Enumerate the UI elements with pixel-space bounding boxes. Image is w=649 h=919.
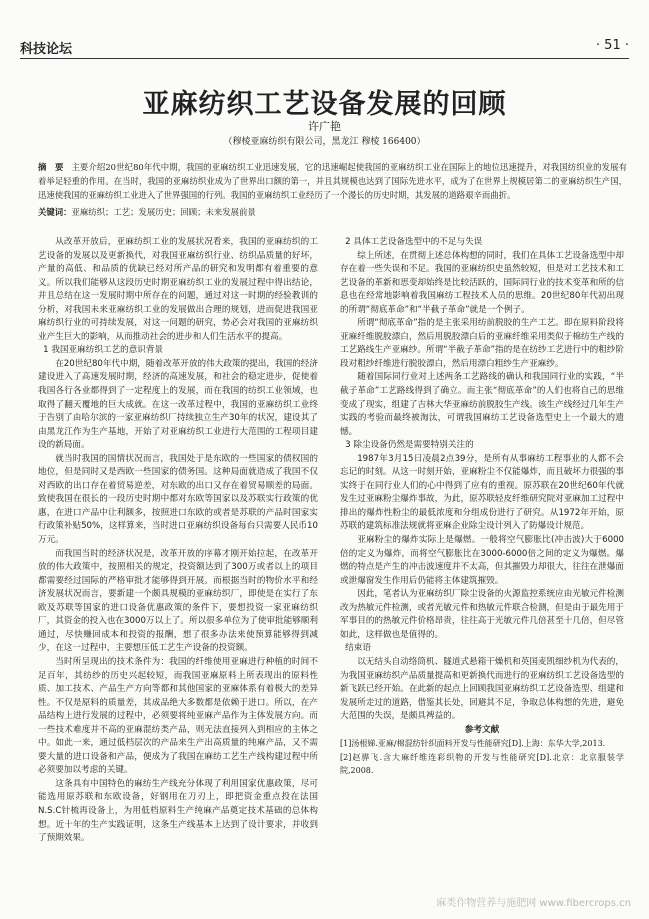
body-column-left [38, 236, 318, 906]
reference-item: [2]赵骅飞.含大麻纤维连彩织物的开发与性能研究[D].北京：北京服装学院,2008. [340, 752, 624, 776]
keywords-label: 关键词： [38, 207, 72, 217]
paragraph: 1987年3月15日凌晨2点39分，是所有从事麻纺工程事业的人都不会忘记的时刻。从这一时刻开始，亚麻粉尘不仅能爆炸，而且破坏力很强的事实终于在同行业人们的心中得到了应有的重视。原苏联在20世纪60年代就发生过亚麻粉尘爆炸事故，为此，原苏联轻皮纤维研究院对亚麻加工过程中排出的爆炸性粉尘的最低浓度和分组成份进行了研究。从1972年开始，原苏联的建筑标准法规就将亚麻企业除尘设计列入了防爆设计规范。 [340, 453, 624, 532]
reference-item: [1]汤根娣.亚麻/棉混纺针织面料开发与性能研究[D].上海：东华大学,2013. [340, 739, 606, 749]
section-heading: 3 除尘设备仍然是需要特别关注的 [345, 440, 474, 451]
paragraph: 当时所呈现出的技术条件为：我国的纤维使用亚麻进行种植的时间不足百年，其纺纱的历史兴起较短，而我国亚麻原料上所表现出的原料性质、加工技术、产品生产方向等都和其他国家的亚麻体系有着极大的差异性。不仅是原料的质量差，其成品绝大多数都是依赖于进口。所以，在产品结构上进行发展的过程中，必须要将纯亚麻产品作为主体发展方向。而一些技术难度并不高的亚麻混纺类产品，则无法直接列入到相应的主体之中。如此一来，通过低档层次的产品来生产出高质量的纯麻产品，又不需要大量的进口设备和产品，便成为了我国在麻纺工艺生产线构建过程中所必须要加以考虑的关键。 [38, 656, 318, 776]
paragraph: 在20世纪80年代中期，随着改革开放的伟大政策的提出，我国的经济建设进入了高速发展时期，经济的高速发展，和社会的稳定进步，促使着我国各行各业都得到了一定程度上的发展，而在我国的纺织工业领域，也取得了翻天覆地的巨大成就。在这一改革过程中，我国的亚麻纺织工业终于告别了由哈尔滨的一家亚麻纺织厂持续独立生产30年的状况，建设其了由黑龙江作为生产基地，开始了对亚麻纺织工业进行大范围的工程项目建设的新局面。 [38, 358, 318, 451]
keywords [38, 206, 627, 218]
section-heading: 结束语 [345, 643, 371, 654]
references-heading: 参考文献 [464, 724, 500, 735]
running-header [20, 38, 629, 59]
page-number: · 51 · [595, 38, 629, 53]
watermark-text: 麻类作物营养与施肥网 www.fibercrops.cn [436, 898, 631, 909]
journal-name: 科技论坛 [20, 42, 73, 57]
keywords-text: 亚麻纺织；工艺；发展历史；回顾；未来发展前景 [71, 207, 256, 217]
paragraph: 从改革开放后，亚麻纺织工业的发展状况看来，我国的亚麻纺织的工艺设备的发展以及更新换代，对我国亚麻纺织行业、纺织品质量的好坏，产量的高低、和品质的优缺已经对所产品的研究和发明都有着重要的意义。所以我们能够从这段历史时期亚麻纺织工业的发展过程中得出结论，并且总结在这一发展时期中所存在的问题，通过对这一时期的经验教训的分析，对我国未来亚麻纺织工业的发展做出合理的规划，进而促进我国亚麻纺织行业的可持续发展，对这一问题的研究，势必会对我国的亚麻纺织业产生巨大的影响，从而推动社会的进步和人们生活水平的提高。 [38, 237, 318, 342]
abstract-text: 主要介绍20世纪80年代中期，我国的亚麻纺织工业迅速发展，它的迅速崛起使我国的亚麻纺织工业在国际上的地位迅速提升，对我国纺织业的发展有着举足轻重的作用。在当时，我国的亚麻纺织业成为了世界出口额的第一，并且其规模也达到了国际先进水平，成为了在世界上规模居第二的亚麻纺织生产国，迅速使我国的亚麻纺织工业进入了世界强国的行列。我国的亚麻纺织工业经历了一个漫长的历史时期，其发展的道路艰辛而曲折。 [38, 162, 627, 201]
paragraph: 亚麻粉尘的爆炸实际上是爆燃。一般将空气膨胀比(冲击波)大于6000倍的定义为爆炸，而将空气膨胀比在3000-6000倍之间的定义为爆燃。爆燃的特点是产生的冲击波速度并不太高，但其摧毁力却很大，往往在泄爆面或泄爆窗发生作用后仍能将主体建筑摧毁。 [340, 535, 624, 586]
body-column-right [340, 236, 624, 906]
author-affiliation: （穆棱亚麻纺织有限公司，黑龙江 穆棱 166400） [223, 137, 426, 147]
paragraph: 随着国际同行业对上述两条工艺路线的确认和我国同行业的实践，“半截子革命”工艺路线得到了确立。而主张“彻底革命”的人们也将自己的思维变成了现实，组建了吉林大华亚麻纺前脱胶生产线。该生产线经过几年生产实践的考验而最终被淘汰，可谓我国麻纺工艺设备选型史上一个最大的遗憾。 [340, 372, 624, 437]
section-heading: 2 具体工艺设备选型中的不足与失误 [345, 237, 483, 247]
paragraph: 综上所述，在贯彻上述总体构想的同时，我们在具体工艺设备选型中却存在着一些失误和不足。我国的亚麻纺织史虽然较短，但是对工艺技术和工艺设备的革新和思变却始终是比较活跃的，国际同行业的技术变革和所的信息也在经常地影响着我国麻纺工程技术人员的思维。20世纪80年代初出现的所谓“彻底革命”和“半截子革命”就是一个例子。 [340, 250, 624, 315]
section-heading: 1 我国亚麻纺织工艺的意识背景 [43, 345, 164, 356]
paragraph: 所谓“彻底革命”指的是主张采用纺前脱胶的生产工艺。即在原料阶段将亚麻纤维脱胶漂白，然后用脱胶漂白后的亚麻纤维采用类似于棉纺生产线的工艺路线生产亚麻纱。所谓“半截子革命”指的是在纺纱工艺进行中的粗纱阶段对粗纱纤维进行脱胶漂白，然后用漂白粗纱生产亚麻纱。 [340, 318, 624, 369]
paragraph: 就当时我国的国情状况而言，我国处于是东欧的一些国家的债权国的地位，但是同时又是西欧一些国家的债务国。这种局面就造成了我国不仅对西欧的出口存在着贸易逆差，对东欧的出口又存在着贸易顺差的局面。致使我国在很长的一段历史时期中都对东欧等国家以及苏联实行政策的优惠，在进口产品中让利额多，按照进口东欧的或者是苏联的产品时国家实行政策补贴50%，这样算来，当时进口亚麻纺织设备每台只需要人民币10万元。 [38, 453, 318, 546]
abstract [38, 160, 627, 202]
abstract-label: 摘 要 [38, 162, 64, 172]
author-name: 许广艳 [308, 120, 341, 133]
article-title: 亚麻纺织工艺设备发展的回顾 [142, 89, 507, 120]
paragraph: 因此，笔者认为亚麻纺织厂除尘设备的火源监控系统应由光敏元件检测改为热敏元件检测，或者光敏元件和热敏元件联合检测，但是由于最先用于军事目的的热敏元件价格昂贵，往往高于光敏元件几倍甚至十几倍，但尽管如此，这样做也是值得的。 [340, 589, 624, 640]
paragraph: 而我国当时的经济状况是，改革开放的序幕才刚开始拉起，在改革开放的伟大政策中，按照相关的规定，投资额达到了300万或者以上的项目都需要经过国际的严格审批才能够得到开展。而根据当时的物价水平和经济发展状况而言，要新建一个颇具规模的亚麻纺织厂，即使是在实行了东欧及苏联等国家的进口设备优惠政策的条件下，要想投资一家亚麻纺织厂，其资金的投入也在3000万以上了。所以很多单位为了使审批能够顺利通过，尽快赚回成本和投资的报酬，想了很多办法来使预算能够得到减少，在这一过程中，主要想压低工艺生产设备的投资额。 [38, 548, 318, 654]
paragraph: 这条具有中国特色的麻纺生产线充分体现了利用国家优惠政策，尽可能选用原苏联和东欧设备，好钢用在刀刃上，即把资金重点投在法国N.S.C针梳再设备上，为用低档原料生产纯麻产品奠定技术基础的总体构想。近十年的生产实践证明，这条生产线基本上达到了设计要求，并收到了预期效果。 [38, 778, 318, 844]
paragraph: 以无结头自动络筒机、隧道式悬箱干燥机和英国麦凯细纱机为代表的，为我国亚麻纺织产品质量提高和更新换代而进行的亚麻纺织工艺设备选型的新飞跃已经开始。在此新的起点上回顾我国亚麻纺织工艺设备选型、组建和发展所走过的道路，借鉴其长处，回避其不足，争取总体构想的先进，避免大范围的失误，是颇具裨益的。 [340, 656, 624, 722]
